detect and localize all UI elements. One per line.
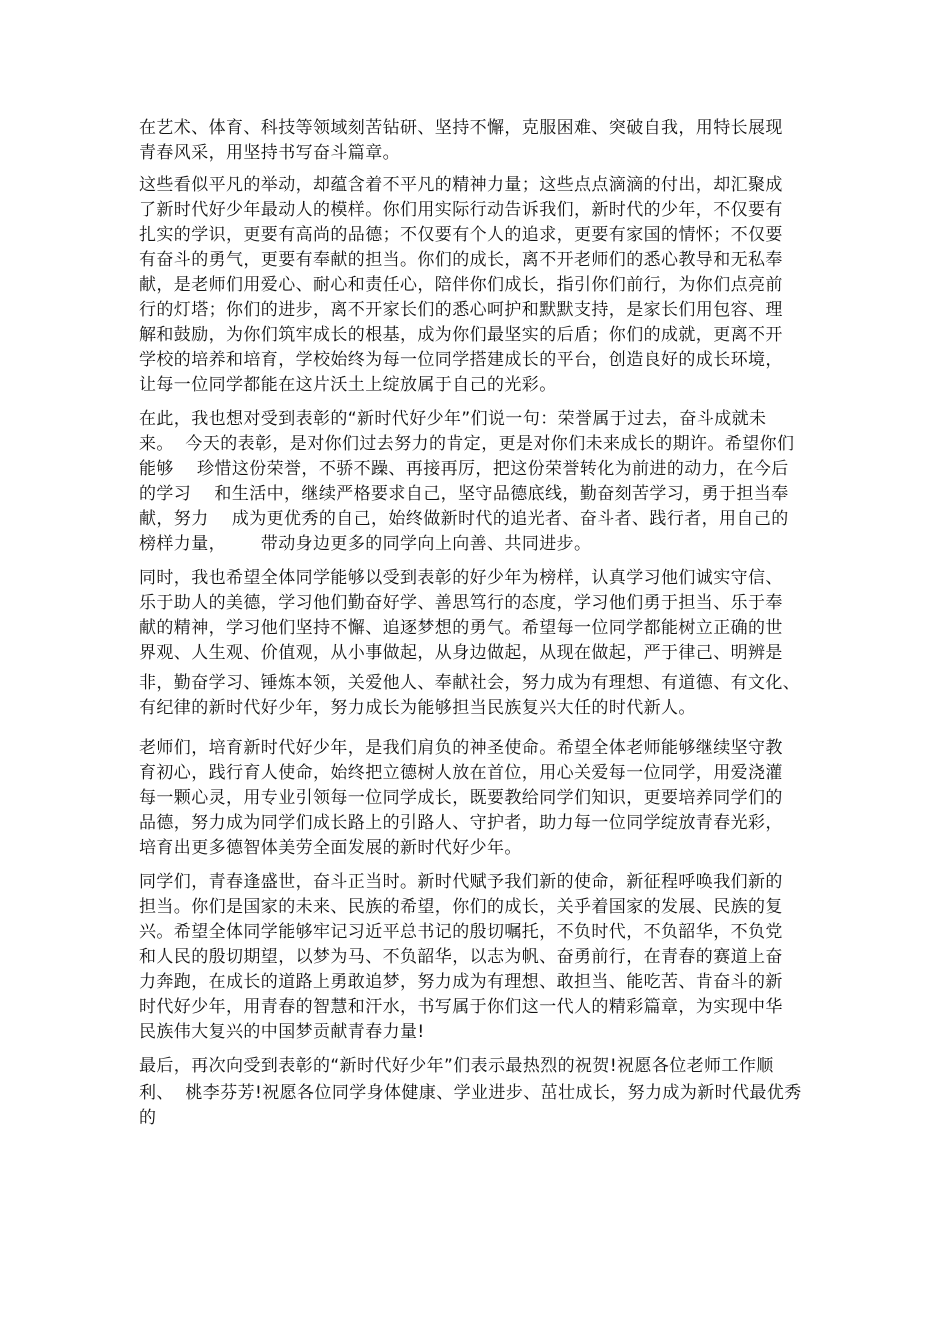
text-line: 在此，我也想对受到表彰的“新时代好少年”们说一句：荣誉属于过去，奋斗成就未 xyxy=(139,409,767,429)
text-line: 扎实的学识，更要有高尚的品德；不仅要有个人的追求，更要有家国的情怀；不仅要 xyxy=(139,225,783,245)
text-line: 界观、人生观、价值观，从小事做起，从身边做起，从现在做起，严于律己、明辨是 xyxy=(139,643,783,663)
text-line: 同时，我也希望全体同学能够以受到表彰的好少年为榜样，认真学习他们诚实守信、 xyxy=(139,568,783,588)
text-line: 力奔跑，在成长的道路上勇敢追梦，努力成为有理想、敢担当、能吃苦、肯奋斗的新 xyxy=(139,972,783,992)
text-line: 让每一位同学都能在这片沃土上绽放属于自己的光彩。 xyxy=(139,375,557,395)
text-line: 民族伟大复兴的中国梦贡献青春力量! xyxy=(139,1022,425,1042)
text-line: 同学们，青春逢盛世，奋斗正当时。新时代赋予我们新的使命，新征程呼唤我们新的 xyxy=(139,872,783,892)
text-line: 来。 今天的表彰，是对你们过去努力的肯定，更是对你们未来成长的期许。希望你们 xyxy=(139,434,795,454)
text-line: 兴。希望全体同学能够牢记习近平总书记的殷切嘱托，不负时代，不负韶华，不负党 xyxy=(139,922,783,942)
text-line: 了新时代好少年最动人的模样。你们用实际行动告诉我们，新时代的少年，不仅要有 xyxy=(139,200,783,220)
text-line: 品德，努力成为同学们成长路上的引路人、守护者，助力每一位同学绽放青春光彩， xyxy=(139,813,783,833)
text-line: 在艺术、体育、科技等领域刻苦钻研、坚持不懈，克服困难、突破自我，用特长展现 xyxy=(139,118,783,138)
text-line: 非，勤奋学习、锤炼本领，关爱他人、奉献社会，努力成为有理想、有道德、有文化、 xyxy=(139,673,801,693)
text-line: 有奋斗的勇气，更要有奉献的担当。你们的成长，离不开老师们的悉心教导和无私奉 xyxy=(139,250,783,270)
text-line: 每一颗心灵，用专业引领每一位同学成长，既要教给同学们知识，更要培养同学们的 xyxy=(139,788,783,808)
text-line: 和人民的殷切期望，以梦为马、不负韶华，以志为帆、奋勇前行，在青春的赛道上奋 xyxy=(139,947,783,967)
text-line: 老师们，培育新时代好少年，是我们肩负的神圣使命。希望全体老师能够继续坚守教 xyxy=(139,738,783,758)
text-line: 献，努力 成为更优秀的自己，始终做新时代的追光者、奋斗者、践行者，用自己的 xyxy=(139,509,789,529)
text-line: 能够 珍惜这份荣誉，不骄不躁、再接再厉，把这份荣誉转化为前进的动力，在今后 xyxy=(139,459,789,479)
text-line: 解和鼓励，为你们筑牢成长的根基，成为你们最坚实的后盾；你们的成就，更离不开 xyxy=(139,325,783,345)
text-line: 有纪律的新时代好少年，努力成长为能够担当民族复兴大任的时代新人。 xyxy=(139,698,696,718)
text-line: 献的精神，学习他们坚持不懈、追逐梦想的勇气。希望每一位同学都能树立正确的世 xyxy=(139,618,783,638)
text-line: 的 xyxy=(139,1108,157,1128)
text-line: 这些看似平凡的举动，却蕴含着不平凡的精神力量；这些点点滴滴的付出，却汇聚成 xyxy=(139,175,783,195)
text-line: 最后，再次向受到表彰的“新时代好少年”们表示最热烈的祝贺!祝愿各位老师工作顺 xyxy=(139,1056,774,1076)
text-line: 行的灯塔；你们的进步，离不开家长们的悉心呵护和默默支持，是家长们用包容、理 xyxy=(139,300,783,320)
text-line: 青春风采，用坚持书写奋斗篇章。 xyxy=(139,143,400,163)
text-line: 利、 桃李芬芳!祝愿各位同学身体健康、学业进步、茁壮成长，努力成为新时代最优秀 xyxy=(139,1083,802,1103)
text-line: 担当。你们是国家的未来、民族的希望，你们的成长，关乎着国家的发展、民族的复 xyxy=(139,897,783,917)
text-line: 培育出更多德智体美劳全面发展的新时代好少年。 xyxy=(139,838,522,858)
text-line: 学校的培养和培育，学校始终为每一位同学搭建成长的平台，创造良好的成长环境， xyxy=(139,350,783,370)
text-line: 的学习 和生活中，继续严格要求自己，坚守品德底线，勤奋刻苦学习，勇于担当奉 xyxy=(139,484,789,504)
text-line: 育初心，践行育人使命，始终把立德树人放在首位，用心关爱每一位同学，用爱浇灌 xyxy=(139,763,783,783)
text-line: 献，是老师们用爱心、耐心和责任心，陪伴你们成长，指引你们前行，为你们点亮前 xyxy=(139,275,783,295)
text-line: 乐于助人的美德，学习他们勤奋好学、善思笃行的态度，学习他们勇于担当、乐于奉 xyxy=(139,593,783,613)
text-line: 榜样力量， 带动身边更多的同学向上向善、共同进步。 xyxy=(139,534,592,554)
text-line: 时代好少年，用青春的智慧和汗水，书写属于你们这一代人的精彩篇章，为实现中华 xyxy=(139,997,783,1017)
